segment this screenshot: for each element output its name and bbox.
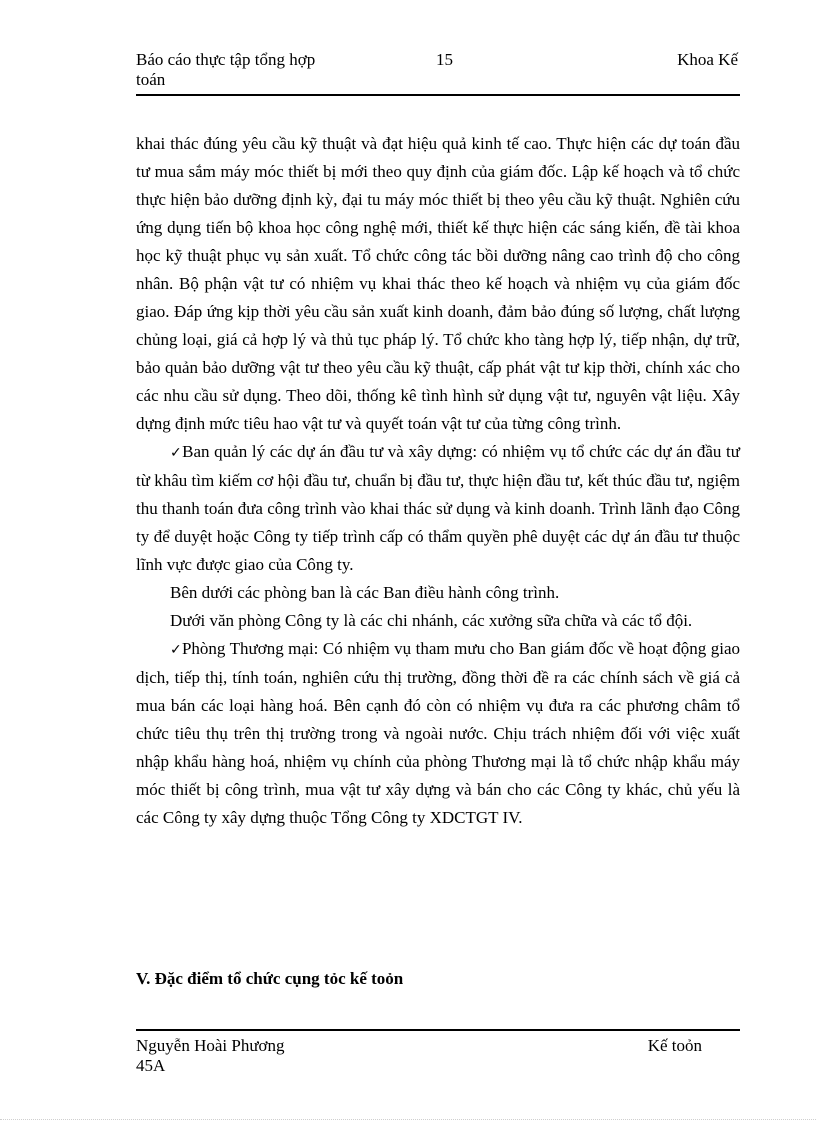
footer-department: Kế toỏn: [647, 1036, 702, 1055]
document-body: [136, 130, 740, 832]
page-footer: [136, 1029, 740, 1075]
page-bottom-divider: [0, 1119, 816, 1120]
header-department: Khoa Kế: [677, 50, 738, 69]
paragraph-4: [136, 607, 740, 635]
header-title-line2: toán: [136, 70, 166, 89]
footer-author: [136, 1036, 285, 1076]
checkmark-icon: ✓: [170, 642, 182, 658]
page-header: [136, 50, 740, 96]
checkmark-icon: ✓: [170, 445, 183, 461]
paragraph-1-text: khai thác đúng yêu cầu kỹ thuật và đạt hiệu quả kinh tế cao. Thực hiện các dự toán đầu tư mua sắm máy móc thiết bị mới theo quy định của giám đốc. Lập kế hoạch và tổ chức thực hiện bảo dưỡng định kỳ, đại tu máy móc thiết bị theo yêu cầu kỹ thuật. Nghiên cứu ứng dụng tiến bộ khoa học công nghệ mới, thiết kế thực hiện các sáng kiến, đề tài khoa học kỹ thuật phục vụ sản xuất. Tổ chức công tác bồi dưỡng nâng cao trình độ cho công nhân. Bộ phận vật tư có nhiệm vụ khai thác theo kế hoạch và nhiệm vụ của giám đốc giao. Đáp ứng kịp thời yêu cầu sản xuất kinh doanh, đảm bảo đúng số lượng, chất lượng chủng loại, giá cả hợp lý và thủ tục pháp lý. Tổ chức kho tàng hợp lý, tiếp nhận, dự trữ, bảo quản bảo dưỡng vật tư theo yêu cầu kỹ thuật, cấp phát vật tư kịp thời, chính xác cho các nhu cầu sử dụng. Theo dõi, thống kê tình hình sử dụng vật tư, nguyên vật liệu. Xây dựng định mức tiêu hao vật tư và quyết toán vật tư của từng công trình.: [136, 134, 740, 433]
paragraph-5-text: Phòng Thương mại: Có nhiệm vụ tham mưu cho Ban giám đốc về hoạt động giao dịch, tiếp thị, tính toán, nghiên cứu thị trường, đồng thời đề ra các chính sách về giá cả mua bán các loại hàng hoá. Bên cạnh đó còn có nhiệm vụ đưa ra các phương châm tổ chức tiêu thụ trên thị trường trong và ngoài nước. Chịu trách nhiệm đối với việc xuất nhập khẩu hàng hoá, nhiệm vụ chính của phòng Thương mại là tổ chức nhập khẩu máy móc thiết bị công trình, mua vật tư xây dựng và bán cho các Công ty khác, chủ yếu là các Công ty xây dựng thuộc Tổng Công ty XDCTGT IV.: [136, 639, 740, 827]
paragraph-2-text: Ban quản lý các dự án đầu tư và xây dựng: có nhiệm vụ tổ chức các dự án đầu tư từ khâu tìm kiếm cơ hội đầu tư, chuẩn bị đầu tư, thực hiện đầu tư, kết thúc đầu tư, ngiệm thu thanh toán đưa công trình vào khai thác sử dụng và kinh doanh. Trình lãnh đạo Công ty để duyệt hoặc Công ty tiếp trình cấp có thẩm quyền phê duyệt các dự án đầu tư thuộc lĩnh vực được giao của Công ty.: [136, 442, 740, 574]
header-title-line1: Báo cáo thực tập tổng hợp: [136, 50, 316, 69]
section-heading: V. Đặc điểm tổ chức cụng tỏc kế toỏn: [136, 969, 404, 988]
footer-author-class: 45A: [136, 1056, 166, 1075]
paragraph-4-text: Dưới văn phòng Công ty là các chi nhánh, các xưởng sữa chữa và các tổ đội.: [170, 611, 693, 630]
paragraph-3-text: Bên dưới các phòng ban là các Ban điều hành công trình.: [170, 583, 560, 602]
paragraph-5: [136, 635, 740, 832]
header-title: [136, 50, 366, 90]
paragraph-1: [136, 130, 740, 438]
page-number: 15: [436, 50, 453, 69]
footer-author-name: Nguyễn Hoài Phương: [136, 1036, 285, 1055]
paragraph-2: [136, 438, 740, 579]
paragraph-3: [136, 579, 740, 607]
